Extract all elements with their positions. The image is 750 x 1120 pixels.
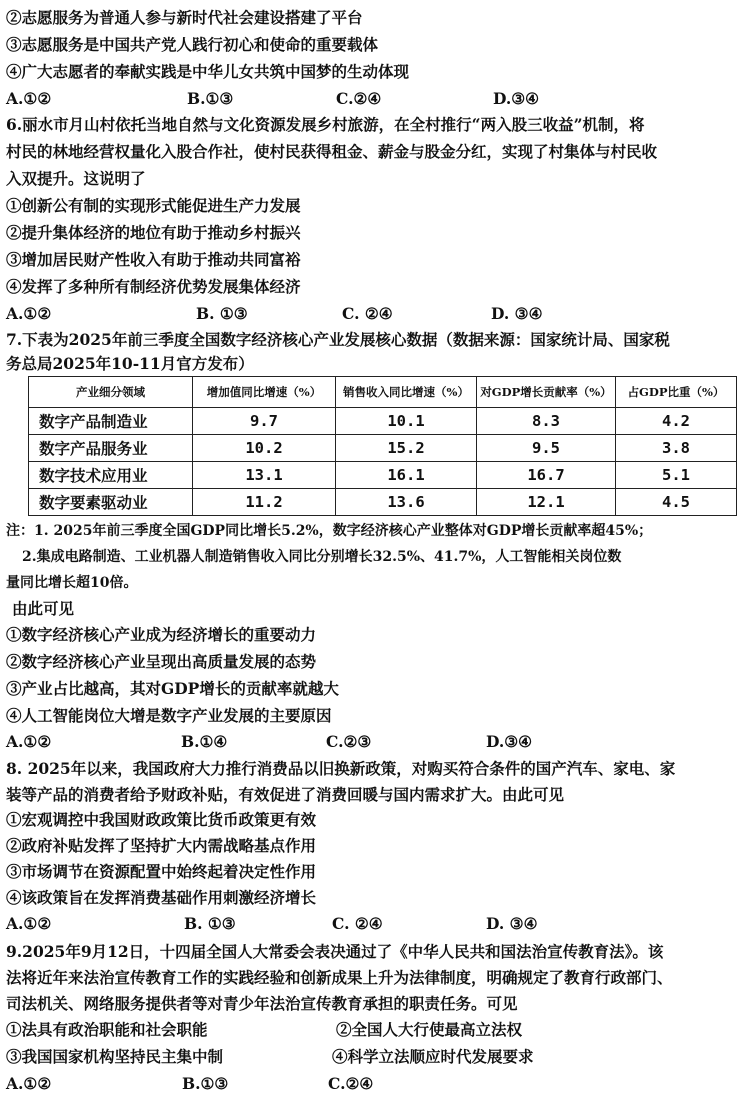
q8-stem-line-2: 装等产品的消费者给予财政补贴，有效促进了消费回暖与国内需求扩大。由此可见 bbox=[6, 785, 565, 804]
q6-stem-line-2: 村民的林地经营权量化入股合作社，使村民获得租金、薪金与股金分红，实现了村集体与村民收 bbox=[6, 142, 658, 161]
table-cell: 13.1 bbox=[193, 462, 336, 489]
q5-options bbox=[6, 87, 746, 111]
q7-note-line-1: 注：1. 2025年前三季度全国GDP同比增长5.2%，数字经济核心产业整体对GDP增长贡献率超45%； bbox=[6, 523, 653, 539]
table-cell: 15.2 bbox=[336, 435, 477, 462]
q5-option-b: B.①③ bbox=[187, 89, 234, 108]
q7-note-line-3: 量同比增长超10倍。 bbox=[6, 575, 138, 591]
q8-statement-1: ①宏观调控中我国财政政策比货币政策更有效 bbox=[6, 810, 317, 829]
q7-option-d: D.③④ bbox=[486, 732, 533, 751]
q8-statement-4: ④该政策旨在发挥消费基础作用刺激经济增长 bbox=[6, 888, 317, 907]
table-cell: 8.3 bbox=[477, 408, 616, 435]
table-row bbox=[29, 408, 737, 435]
table-cell: 12.1 bbox=[477, 489, 616, 516]
table-cell: 数字产品服务业 bbox=[29, 435, 193, 462]
q9-statement-row-2 bbox=[6, 1045, 746, 1069]
table-cell: 11.2 bbox=[193, 489, 336, 516]
table-header-cell: 增加值同比增速（%） bbox=[193, 377, 336, 408]
q5-option-a: A.①② bbox=[6, 89, 52, 108]
table-cell: 16.1 bbox=[336, 462, 477, 489]
data-table bbox=[28, 376, 737, 516]
table-cell: 数字产品制造业 bbox=[29, 408, 193, 435]
q9-statement-2: ②全国人大行使最高立法权 bbox=[336, 1020, 523, 1039]
q8-option-b: B. ①③ bbox=[184, 914, 236, 933]
table-cell: 13.6 bbox=[336, 489, 477, 516]
q8-option-a: A.①② bbox=[6, 914, 52, 933]
q9-option-a: A.①② bbox=[6, 1074, 52, 1093]
q9-options bbox=[6, 1072, 746, 1096]
q7-statement-4: ④人工智能岗位大增是数字产业发展的主要原因 bbox=[6, 706, 332, 725]
table-cell: 5.1 bbox=[616, 462, 737, 489]
q8-statement-3: ③市场调节在资源配置中始终起着决定性作用 bbox=[6, 862, 317, 881]
table-cell: 3.8 bbox=[616, 435, 737, 462]
q5-statement-2: ②志愿服务为普通人参与新时代社会建设搭建了平台 bbox=[6, 8, 363, 27]
q5-statement-4: ④广大志愿者的奉献实践是中华儿女共筑中国梦的生动体现 bbox=[6, 62, 410, 81]
q5-statement-3: ③志愿服务是中国共产党人践行初心和使命的重要载体 bbox=[6, 35, 379, 54]
q9-statement-row-1 bbox=[6, 1018, 746, 1042]
table-header-cell: 占GDP比重（%） bbox=[616, 377, 737, 408]
q6-stem-line-1: 6.丽水市月山村依托当地自然与文化资源发展乡村旅游，在全村推行“两入股三收益”机制，将 bbox=[6, 115, 645, 134]
q6-option-d: D. ③④ bbox=[491, 304, 543, 323]
q6-statement-3: ③增加居民财产性收入有助于推动共同富裕 bbox=[6, 250, 301, 269]
q6-statement-1: ①创新公有制的实现形式能促进生产力发展 bbox=[6, 196, 301, 215]
q5-option-c: C.②④ bbox=[336, 89, 382, 108]
q7-note-line-2: 2.集成电路制造、工业机器人制造销售收入同比分别增长32.5%、41.7%，人工智能相关岗位数 bbox=[22, 549, 622, 565]
q7-statement-3: ③产业占比越高，其对GDP增长的贡献率就越大 bbox=[6, 679, 339, 698]
table-cell: 9.7 bbox=[193, 408, 336, 435]
table-cell: 数字技术应用业 bbox=[29, 462, 193, 489]
q7-option-a: A.①② bbox=[6, 732, 52, 751]
q7-statement-2: ②数字经济核心产业呈现出高质量发展的态势 bbox=[6, 652, 317, 671]
table-cell: 16.7 bbox=[477, 462, 616, 489]
table-cell: 4.2 bbox=[616, 408, 737, 435]
q9-option-b: B.①③ bbox=[182, 1074, 229, 1093]
table-header-row bbox=[29, 377, 737, 408]
q8-option-c: C. ②④ bbox=[332, 914, 383, 933]
q8-stem-line-1: 8. 2025年以来，我国政府大力推行消费品以旧换新政策，对购买符合条件的国产汽车、家电、家 bbox=[6, 759, 676, 778]
q7-lead: 由此可见 bbox=[12, 599, 75, 618]
q9-stem-line-3: 司法机关、网络服务提供者等对青少年法治宣传教育承担的职责任务。可见 bbox=[6, 994, 518, 1013]
q6-stem-line-3: 入双提升。这说明了 bbox=[6, 169, 146, 188]
q8-option-d: D. ③④ bbox=[486, 914, 538, 933]
table-cell: 数字要素驱动业 bbox=[29, 489, 193, 516]
table-cell: 4.5 bbox=[616, 489, 737, 516]
q8-statement-2: ②政府补贴发挥了坚持扩大内需战略基点作用 bbox=[6, 836, 317, 855]
q6-options bbox=[6, 302, 746, 326]
q5-option-d: D.③④ bbox=[493, 89, 540, 108]
q7-stem-line-2: 务总局2025年10-11月官方发布） bbox=[6, 354, 254, 373]
table-header-cell: 对GDP增长贡献率（%） bbox=[477, 377, 616, 408]
q9-option-c: C.②④ bbox=[328, 1074, 374, 1093]
q7-statement-1: ①数字经济核心产业成为经济增长的重要动力 bbox=[6, 625, 317, 644]
table-cell: 10.1 bbox=[336, 408, 477, 435]
q9-stem-line-1: 9.2025年9月12日，十四届全国人大常委会表决通过了《中华人民共和国法治宣传教育法》。该 bbox=[6, 942, 664, 961]
table-cell: 10.2 bbox=[193, 435, 336, 462]
table-row bbox=[29, 435, 737, 462]
q8-options bbox=[6, 912, 746, 936]
q9-statement-4: ④科学立法顺应时代发展要求 bbox=[332, 1047, 534, 1066]
q7-options bbox=[6, 730, 746, 754]
q6-statement-2: ②提升集体经济的地位有助于推动乡村振兴 bbox=[6, 223, 301, 242]
q9-stem-line-2: 法将近年来法治宣传教育工作的实践经验和创新成果上升为法律制度，明确规定了教育行政部门、 bbox=[6, 968, 673, 987]
q9-statement-1: ①法具有政治职能和社会职能 bbox=[6, 1020, 208, 1039]
table-header-cell: 产业细分领域 bbox=[29, 377, 193, 408]
q6-option-b: B. ①③ bbox=[196, 304, 248, 323]
q7-option-c: C.②③ bbox=[326, 732, 372, 751]
table-row bbox=[29, 489, 737, 516]
q6-statement-4: ④发挥了多种所有制经济优势发展集体经济 bbox=[6, 277, 301, 296]
q9-statement-3: ③我国国家机构坚持民主集中制 bbox=[6, 1047, 224, 1066]
q6-option-c: C. ②④ bbox=[342, 304, 393, 323]
table-header-cell: 销售收入同比增速（%） bbox=[336, 377, 477, 408]
table-row bbox=[29, 462, 737, 489]
q7-option-b: B.①④ bbox=[181, 732, 228, 751]
q7-stem-line-1: 7.下表为2025年前三季度全国数字经济核心产业发展核心数据（数据来源：国家统计局、国家税 bbox=[6, 330, 670, 349]
table-cell: 9.5 bbox=[477, 435, 616, 462]
q6-option-a: A.①② bbox=[6, 304, 52, 323]
